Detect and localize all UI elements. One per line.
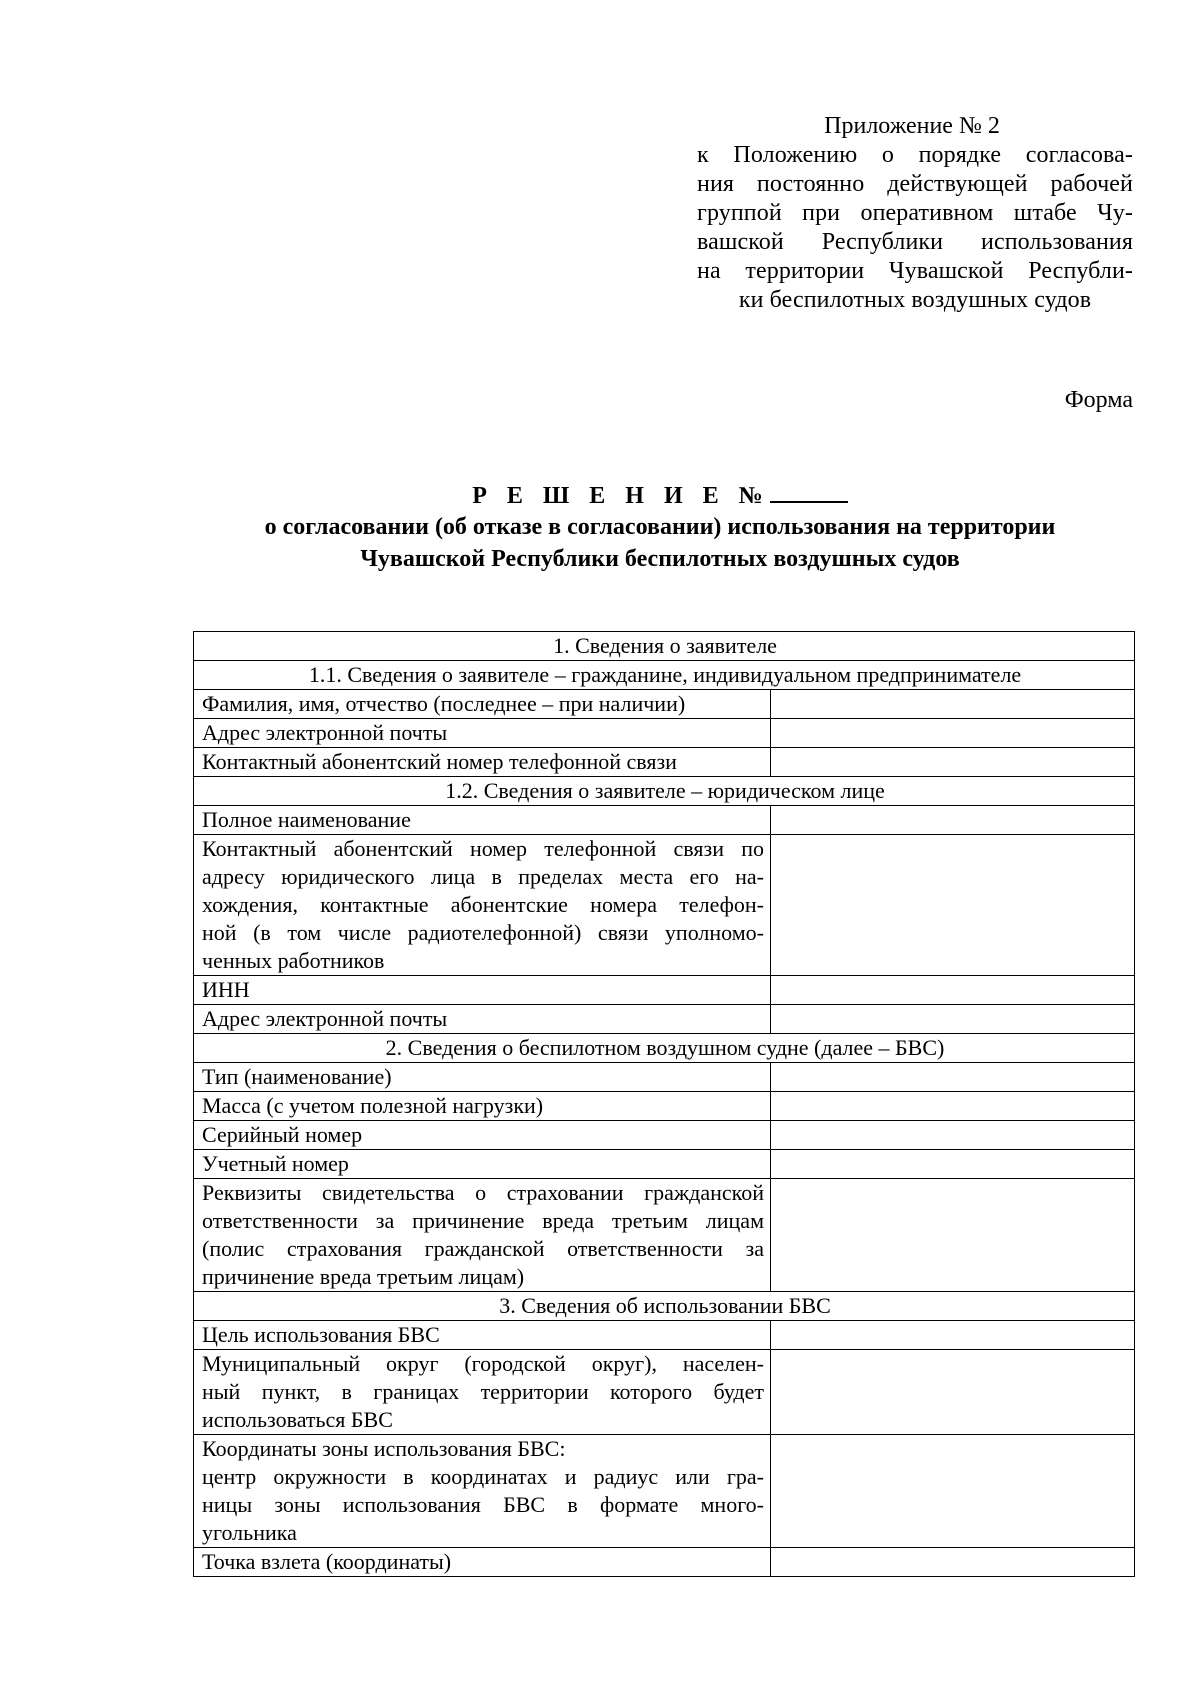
table-row — [194, 1321, 1135, 1350]
table-row — [194, 719, 1135, 748]
field-label-uav-mass: Масса (с учетом полезной нагрузки) — [194, 1092, 771, 1121]
field-value-municipality[interactable] — [771, 1350, 1135, 1435]
decision-subtitle-line: Чувашской Республики беспилотных воздушных судов — [360, 546, 960, 572]
label-line: ответственности за причинение вреда третьим лицам — [202, 1208, 764, 1233]
table-row — [194, 777, 1135, 806]
field-label-full-name: Фамилия, имя, отчество (последнее – при наличии) — [194, 690, 771, 719]
label-line: центр окружности в координатах и радиус или гра- — [202, 1464, 764, 1489]
table-row — [194, 806, 1135, 835]
label-line: хождения, контактные абонентские номера телефон- — [202, 892, 764, 917]
table-row — [194, 1063, 1135, 1092]
label-line: Координаты зоны использования БВС: — [202, 1436, 566, 1461]
field-label-takeoff-point: Точка взлета (координаты) — [194, 1548, 771, 1577]
field-value-zone-coordinates[interactable] — [771, 1435, 1135, 1548]
field-value-full-name-entity[interactable] — [771, 806, 1135, 835]
field-value-entity-email[interactable] — [771, 1005, 1135, 1034]
table-row — [194, 1548, 1135, 1577]
table-row — [194, 1150, 1135, 1179]
appendix-title: Приложение № 2 — [824, 113, 1000, 139]
appendix-reference — [697, 141, 1133, 315]
table-row — [194, 748, 1135, 777]
table-row — [194, 1292, 1135, 1321]
label-line: ченных работников — [202, 948, 385, 973]
field-label-entity-phones — [194, 835, 771, 976]
section-header-uav: 2. Сведения о беспилотном воздушном судне (далее – БВС) — [194, 1034, 1135, 1063]
field-label-serial-number: Серийный номер — [194, 1121, 771, 1150]
field-value-account-number[interactable] — [771, 1150, 1135, 1179]
table-row — [194, 632, 1135, 661]
table-row — [194, 1005, 1135, 1034]
field-label-phone: Контактный абонентский номер телефонной связи — [194, 748, 771, 777]
label-line: ницы зоны использования БВС в формате много- — [202, 1492, 764, 1517]
section-header-usage: 3. Сведения об использовании БВС — [194, 1292, 1135, 1321]
field-value-takeoff-point[interactable] — [771, 1548, 1135, 1577]
field-value-inn[interactable] — [771, 976, 1135, 1005]
appendix-line: группой при оперативном штабе Чу- — [697, 200, 1133, 226]
field-value-email[interactable] — [771, 719, 1135, 748]
table-row — [194, 1121, 1135, 1150]
field-value-purpose[interactable] — [771, 1321, 1135, 1350]
appendix-header — [697, 112, 1133, 315]
field-value-serial-number[interactable] — [771, 1121, 1135, 1150]
table-row — [194, 1179, 1135, 1292]
appendix-line: ния постоянно действующей рабочей — [697, 171, 1133, 197]
table-row — [194, 1350, 1135, 1435]
field-label-full-name-entity: Полное наименование — [194, 806, 771, 835]
field-label-account-number: Учетный номер — [194, 1150, 771, 1179]
field-label-insurance — [194, 1179, 771, 1292]
field-label-email: Адрес электронной почты — [194, 719, 771, 748]
label-line: использоваться БВС — [202, 1407, 393, 1432]
section-header-applicant: 1. Сведения о заявителе — [194, 632, 1135, 661]
appendix-line: на территории Чувашской Республи- — [697, 258, 1133, 284]
appendix-line: ки беспилотных воздушных судов — [738, 287, 1092, 313]
decision-title-text: Р Е Ш Е Н И Е № — [472, 483, 770, 509]
label-line: ной (в том числе радиотелефонной) связи уполномо- — [202, 920, 764, 945]
field-label-purpose: Цель использования БВС — [194, 1321, 771, 1350]
table-row — [194, 976, 1135, 1005]
label-line: адресу юридического лица в пределах места его на- — [202, 864, 764, 889]
section-header-legal-entity: 1.2. Сведения о заявителе – юридическом лице — [194, 777, 1135, 806]
field-label-uav-type: Тип (наименование) — [194, 1063, 771, 1092]
table-row — [194, 1034, 1135, 1063]
table-row — [194, 690, 1135, 719]
field-value-uav-type[interactable] — [771, 1063, 1135, 1092]
table-row — [194, 1092, 1135, 1121]
field-value-full-name[interactable] — [771, 690, 1135, 719]
label-line: (полис страхования гражданской ответственности за — [202, 1236, 764, 1261]
field-value-entity-phones[interactable] — [771, 835, 1135, 976]
form-table — [193, 631, 1135, 1577]
decision-title — [180, 480, 1140, 511]
label-line: Контактный абонентский номер телефонной связи по — [202, 836, 764, 861]
field-value-phone[interactable] — [771, 748, 1135, 777]
table-row — [194, 835, 1135, 976]
table-row — [194, 661, 1135, 690]
field-label-zone-coordinates — [194, 1435, 771, 1548]
field-value-uav-mass[interactable] — [771, 1092, 1135, 1121]
table-row — [194, 1435, 1135, 1548]
field-label-entity-email: Адрес электронной почты — [194, 1005, 771, 1034]
appendix-line: к Положению о порядке согласова- — [697, 142, 1133, 168]
decision-subtitle — [180, 511, 1140, 575]
label-line: Муниципальный округ (городской округ), населен- — [202, 1351, 764, 1376]
field-label-municipality — [194, 1350, 771, 1435]
section-header-individual: 1.1. Сведения о заявителе – гражданине, индивидуальном предпринимателе — [194, 661, 1135, 690]
appendix-line: вашской Республики использования — [697, 229, 1133, 255]
label-line: Реквизиты свидетельства о страховании гражданской — [202, 1180, 764, 1205]
decision-subtitle-line: о согласовании (об отказе в согласовании) использования на территории — [264, 514, 1056, 540]
label-line: причинение вреда третьим лицам) — [202, 1264, 525, 1289]
label-line: ный пункт, в границах территории которого будет — [202, 1379, 764, 1404]
field-value-insurance[interactable] — [771, 1179, 1135, 1292]
decision-number-blank[interactable] — [770, 480, 848, 503]
field-label-inn: ИНН — [194, 976, 771, 1005]
label-line: угольника — [202, 1520, 297, 1545]
form-label: Форма — [1064, 387, 1133, 413]
